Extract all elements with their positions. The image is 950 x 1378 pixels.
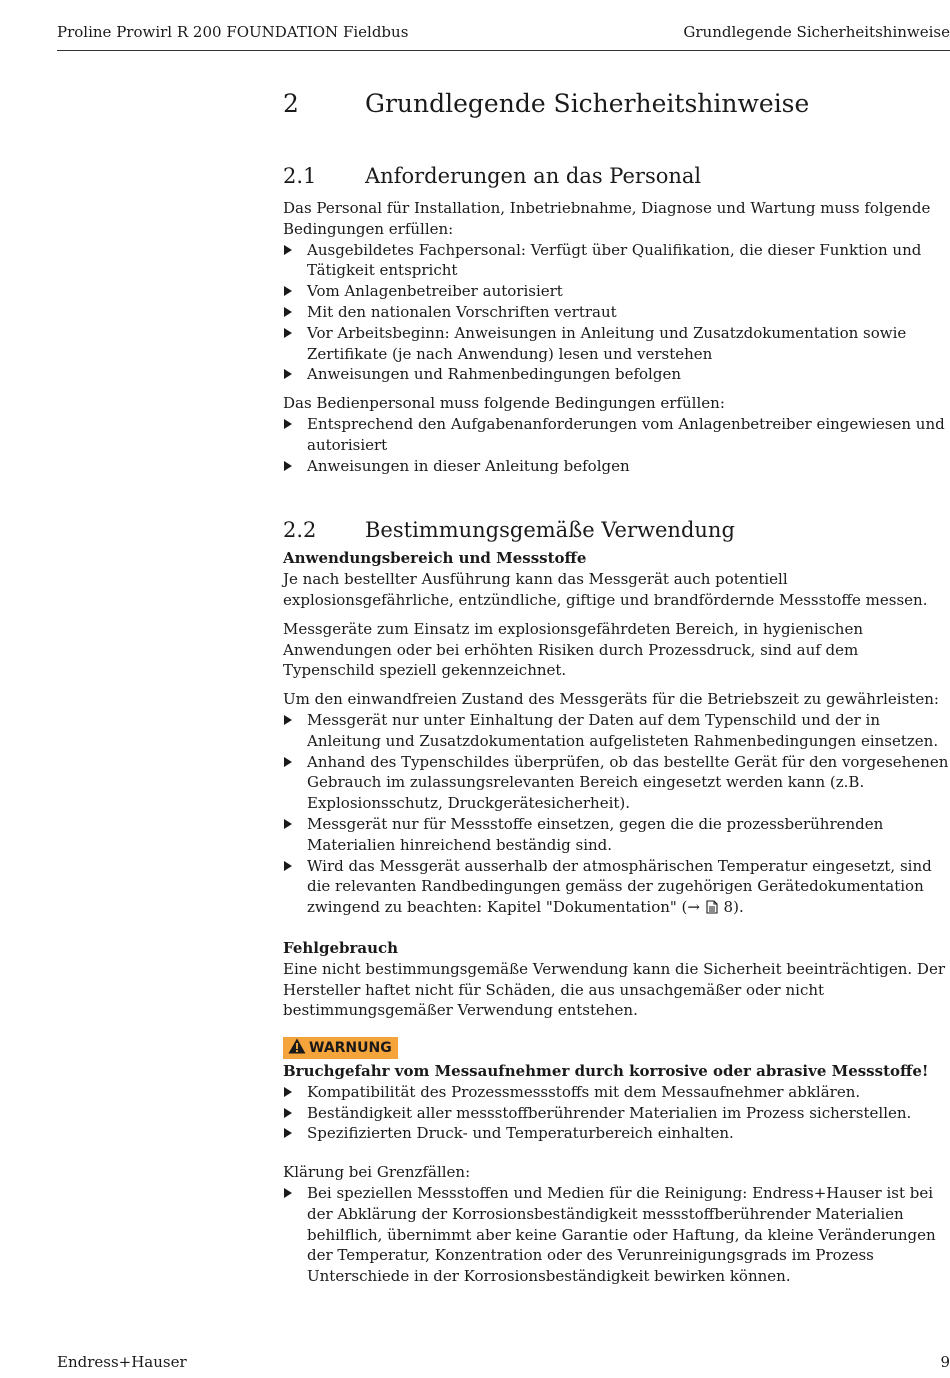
section-title: Bestimmungsgemäße Verwendung (365, 518, 735, 543)
operator-requirements-list (283, 414, 950, 476)
triangle-bullet-icon (284, 369, 292, 379)
list-item: Spezifizierten Druck- und Temperaturbereich einhalten. (283, 1123, 950, 1144)
triangle-bullet-icon (284, 1087, 292, 1097)
document-page-icon (705, 899, 719, 920)
paragraph-borderline-cases: Klärung bei Grenzfällen: (283, 1163, 471, 1182)
list-item: Anweisungen in dieser Anleitung befolgen (283, 456, 950, 477)
list-item: Entsprechend den Aufgabenanforderungen vom Anlagenbetreiber eingewiesen und autorisiert (283, 414, 950, 456)
triangle-bullet-icon (284, 819, 292, 829)
list-item: Beständigkeit aller messstoffberührender Materialien im Prozess sicherstellen. (283, 1103, 950, 1124)
triangle-bullet-icon (284, 328, 292, 338)
list-item: Mit den nationalen Vorschriften vertraut (283, 302, 950, 323)
list-item: Bei speziellen Messstoffen und Medien für die Reinigung: Endress+Hauser ist bei der Abklärung der Korrosionsbeständigkeit messstoffberührender Materialien behilflich, übernimmt aber keine Garantie oder Haftung, da kleine Veränderungen der Temperatur, Konzentration oder des Verunreinigungsgrads im Prozess Unterschiede in der Korrosionsbeständigkeit bewirken können. (283, 1183, 950, 1287)
list-item: Messgerät nur unter Einhaltung der Daten auf dem Typenschild und der in Anleitung und Zusatzdokumentation aufgelisteten Rahmenbedingungen einsetzen. (283, 710, 950, 752)
list-item: Anhand des Typenschildes überprüfen, ob das bestellte Gerät für den vorgesehenen Gebrauch im zulassungsrelevanten Bereich eingesetzt werden kann (z.B. Explosionsschutz, Druckgerätesicherheit). (283, 752, 950, 814)
footer-company: Endress+Hauser (57, 1353, 187, 1371)
triangle-bullet-icon (284, 245, 292, 255)
triangle-bullet-icon (284, 1128, 292, 1138)
list-item: Kompatibilität des Prozessmessstoffs mit dem Messaufnehmer abklären. (283, 1082, 950, 1103)
intended-use-list (283, 710, 950, 920)
page-footer (57, 1352, 950, 1372)
triangle-bullet-icon (284, 757, 292, 767)
page-header (57, 22, 950, 51)
paragraph-misuse: Eine nicht bestimmungsgemäße Verwendung kann die Sicherheit beeinträchtigen. Der Hersteller haftet nicht für Schäden, die aus unsachgemäßer oder nicht bestimmungsgemäßer Verwendung entstehen. (283, 959, 945, 1020)
subheading-misuse: Fehlgebrauch (283, 938, 399, 957)
section-heading-intended-use (283, 516, 950, 544)
paragraph-hazardous-areas: Messgeräte zum Einsatz im explosionsgefährdeten Bereich, in hygienischen Anwendungen oder bei erhöhten Risiken durch Prozessdruck, sind auf dem Typenschild speziell gekennzeichnet. (283, 619, 863, 680)
triangle-bullet-icon (284, 307, 292, 317)
operator-intro: Das Bedienpersonal muss folgende Bedingungen erfüllen: (283, 394, 725, 413)
borderline-cases-list (283, 1183, 950, 1287)
triangle-bullet-icon (284, 286, 292, 296)
section-title: Anforderungen an das Personal (365, 164, 702, 188)
section-number: 2.2 (283, 518, 317, 543)
subheading-application: Anwendungsbereich und Messstoffe (283, 549, 587, 568)
chapter-title: Grundlegende Sicherheitshinweise (365, 89, 810, 118)
chapter-heading (283, 88, 950, 120)
triangle-bullet-icon (284, 1188, 292, 1198)
warning-triangle-icon (288, 1038, 306, 1054)
triangle-bullet-icon (284, 861, 292, 871)
paragraph-condition: Um den einwandfreien Zustand des Messgeräts für die Betriebszeit zu gewährleisten: (283, 690, 939, 709)
warning-list (283, 1082, 950, 1144)
page-number: 9 (940, 1353, 950, 1371)
paragraph-media: Je nach bestellter Ausführung kann das Messgerät auch potentiell explosionsgefährliche, entzündliche, giftige und brandfördernde Messstoffe messen. (283, 570, 928, 609)
triangle-bullet-icon (284, 419, 292, 429)
list-item: Vor Arbeitsbeginn: Anweisungen in Anleitung und Zusatzdokumentation sowie Zertifikate (je nach Anwendung) lesen und verstehen (283, 323, 950, 365)
list-item: Vom Anlagenbetreiber autorisiert (283, 281, 950, 302)
header-document-title: Proline Prowirl R 200 FOUNDATION Fieldbus (57, 23, 409, 41)
list-item: Anweisungen und Rahmenbedingungen befolgen (283, 364, 950, 385)
triangle-bullet-icon (284, 1108, 292, 1118)
warning-title: Bruchgefahr vom Messaufnehmer durch korrosive oder abrasive Messstoffe! (283, 1062, 929, 1081)
triangle-bullet-icon (284, 461, 292, 471)
personnel-intro: Das Personal für Installation, Inbetriebnahme, Diagnose und Wartung muss folgende Bedingungen erfüllen: (283, 199, 931, 238)
header-chapter-title: Grundlegende Sicherheitshinweise (683, 23, 950, 41)
main-content (283, 88, 950, 1287)
triangle-bullet-icon (284, 715, 292, 725)
list-item: Messgerät nur für Messstoffe einsetzen, gegen die die prozessberührenden Materialien hinreichend beständig sind. (283, 814, 950, 856)
list-item: Ausgebildetes Fachpersonal: Verfügt über Qualifikation, die dieser Funktion und Tätigkeit entspricht (283, 240, 950, 282)
section-heading-personnel (283, 162, 950, 190)
page-reference-link[interactable]: 8). (723, 898, 744, 917)
warning-box (283, 1037, 950, 1144)
section-number: 2.1 (283, 164, 317, 188)
personnel-requirements-list (283, 240, 950, 386)
warning-label: WARNUNG (283, 1037, 398, 1059)
chapter-number: 2 (283, 89, 299, 118)
list-item: Wird das Messgerät ausserhalb der atmosphärischen Temperatur eingesetzt, sind die relevanten Randbedingungen gemäss der zugehörigen Gerätedokumentation zwingend zu beachten: Kapitel "Dokumentation" (→ 8). (283, 856, 950, 920)
